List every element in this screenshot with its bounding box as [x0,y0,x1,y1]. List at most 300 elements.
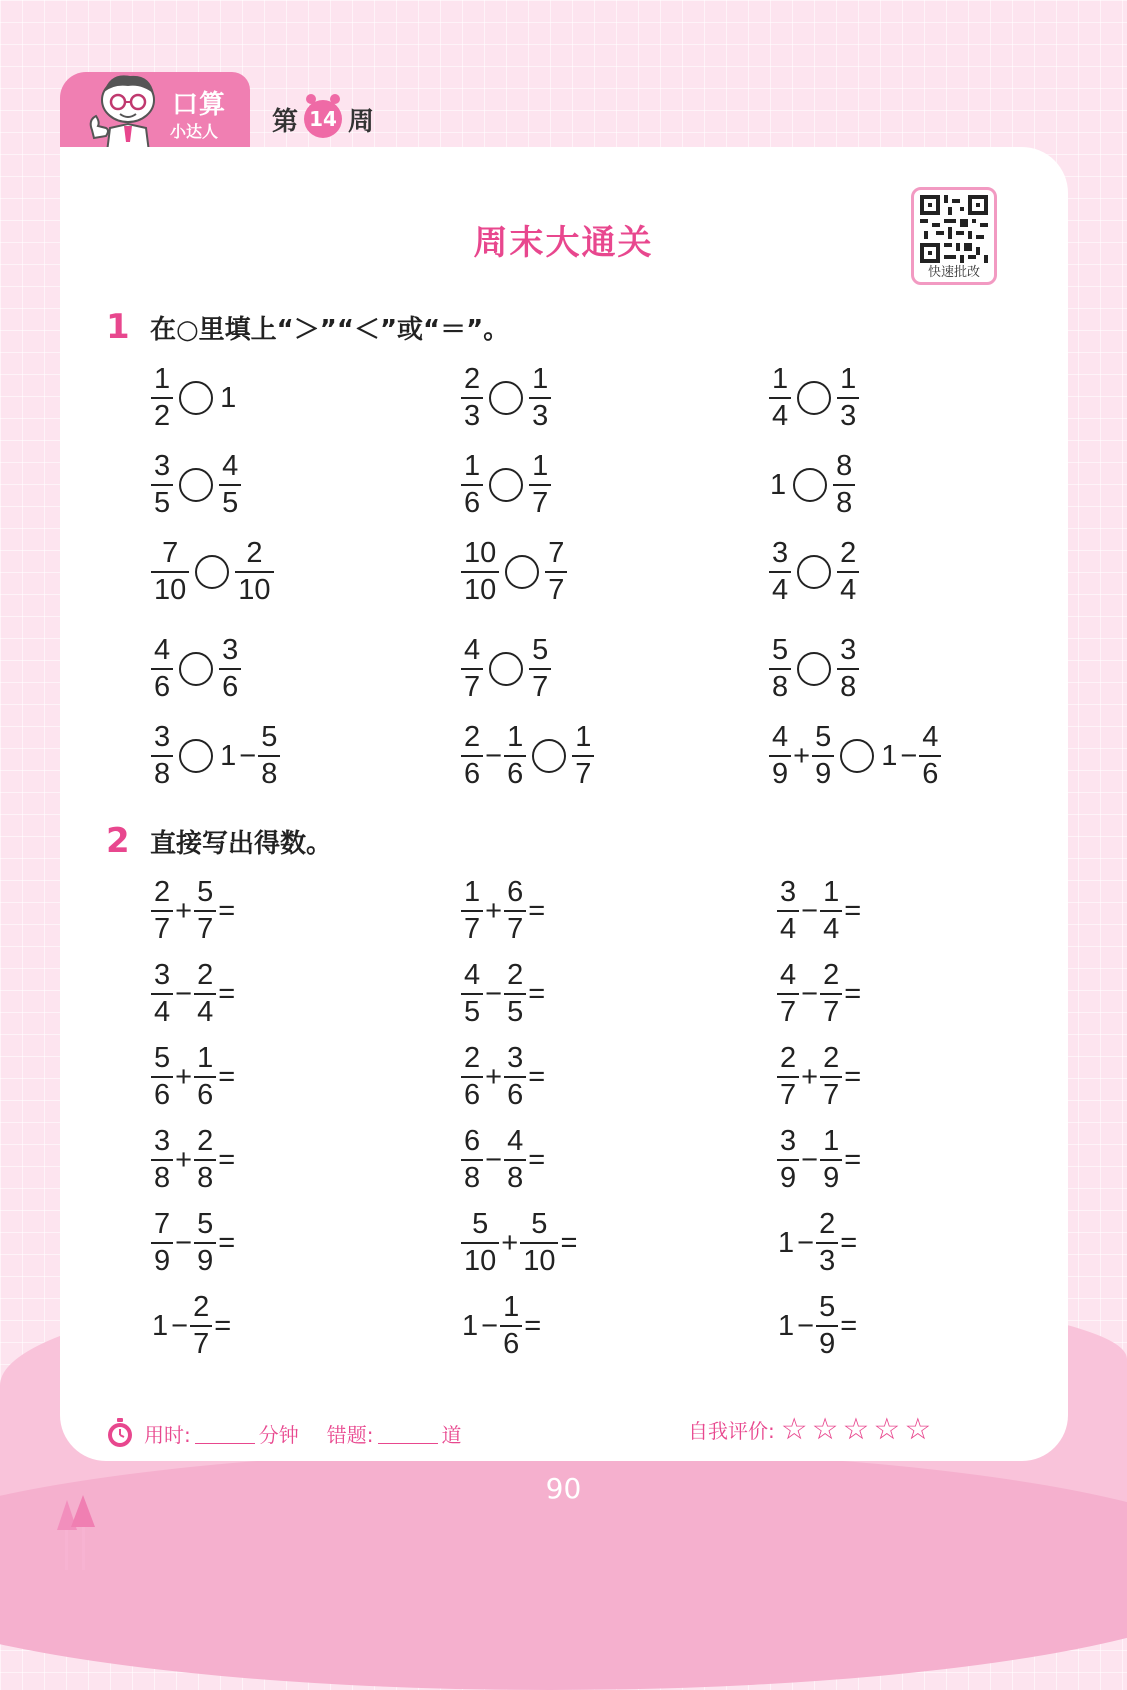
math-item [776,878,862,944]
numerator: 2 [840,537,857,569]
math-item [150,1293,232,1359]
tree-decoration-icon [55,1495,105,1570]
denominator: 3 [464,400,481,432]
fraction-bar [820,910,842,912]
operator: − [801,1143,819,1176]
fraction [461,365,483,431]
numerator: 10 [464,537,497,569]
fraction-bar [461,910,483,912]
numerator: 1 [575,721,592,753]
denominator: 7 [197,913,214,945]
math-item [150,961,236,1027]
numerator: 3 [154,721,171,753]
operator: = [218,1060,236,1093]
footer-time [106,1418,462,1448]
fraction-bar [837,668,859,670]
operator: − [175,1226,193,1259]
fraction [151,365,173,431]
math-item [460,452,552,518]
math-item [776,961,862,1027]
math-item [776,1210,858,1276]
denominator: 7 [154,913,171,945]
fraction [461,1127,483,1193]
numerator: 5 [154,1042,171,1074]
fraction [504,1127,526,1193]
section-instruction: 在○里填上“＞”“＜”或“＝”。 [150,314,510,345]
denominator: 4 [823,913,840,945]
numerator: 5 [532,634,549,666]
denominator: 8 [836,487,853,519]
answer-circle[interactable] [179,468,213,502]
answer-circle[interactable] [797,555,831,589]
fraction [572,723,594,789]
denominator: 10 [464,574,497,606]
integer: 1 [220,381,237,414]
numerator: 4 [507,1125,524,1157]
fraction-bar [151,484,173,486]
denominator: 6 [464,487,481,519]
numerator: 3 [780,876,797,908]
fraction-bar [219,484,241,486]
denominator: 7 [575,758,592,790]
section-1-header [106,307,509,347]
denominator: 6 [507,758,524,790]
numerator: 4 [922,721,939,753]
answer-circle[interactable] [179,652,213,686]
numerator: 1 [507,721,524,753]
denominator: 3 [532,400,549,432]
numerator: 2 [507,959,524,991]
fraction-bar [461,1076,483,1078]
fraction [461,539,499,605]
fraction [151,539,189,605]
answer-circle[interactable] [793,468,827,502]
operator: = [844,977,862,1010]
fraction-bar [545,571,567,573]
answer-circle[interactable] [489,381,523,415]
numerator: 3 [154,450,171,482]
numerator: 5 [772,634,789,666]
fraction [461,1044,483,1110]
fraction-bar [461,571,499,573]
fraction [777,1127,799,1193]
qr-label: 快速批改 [927,265,980,280]
operator: = [840,1309,858,1342]
answer-circle[interactable] [179,381,213,415]
math-item [150,878,236,944]
math-item [768,636,860,702]
fraction-bar [777,993,799,995]
numerator: 4 [464,634,481,666]
fraction [194,1127,216,1193]
denominator: 6 [922,758,939,790]
fraction [529,636,551,702]
numerator: 1 [197,1042,214,1074]
operator: − [801,977,819,1010]
fraction [461,878,483,944]
week-label [272,100,374,138]
fraction [504,878,526,944]
math-item [150,1127,236,1193]
denominator: 7 [823,996,840,1028]
operator: − [900,739,918,772]
fraction [258,723,280,789]
math-item [150,452,242,518]
fraction-bar [151,668,173,670]
integer: 1 [462,1309,479,1342]
numerator: 5 [815,721,832,753]
fraction-bar [461,755,483,757]
fraction-bar [461,484,483,486]
operator: = [218,1226,236,1259]
fraction [151,961,173,1027]
fraction [461,1210,499,1276]
fraction-bar [235,571,273,573]
numerator: 3 [840,634,857,666]
denominator: 10 [238,574,271,606]
denominator: 8 [772,671,789,703]
fraction [919,723,941,789]
numerator: 1 [464,876,481,908]
fraction-bar [769,571,791,573]
denominator: 8 [261,758,278,790]
fraction-bar [504,1076,526,1078]
tab-subtitle: 小达人 [170,122,219,141]
math-item [150,1044,236,1110]
denominator: 7 [464,671,481,703]
fraction-bar [769,755,791,757]
week-number: 14 [304,100,342,138]
numerator: 5 [197,876,214,908]
denominator: 6 [222,671,239,703]
numerator: 3 [222,634,239,666]
operator: − [485,1143,503,1176]
numerator: 2 [193,1291,210,1323]
operator: = [214,1309,232,1342]
fraction [461,961,483,1027]
fraction-bar [777,910,799,912]
numerator: 5 [531,1208,548,1240]
answer-circle[interactable] [840,739,874,773]
week-prefix: 第 [272,106,299,137]
fraction [194,1044,216,1110]
math-item [150,365,238,431]
operator: − [239,739,257,772]
denominator: 6 [464,1079,481,1111]
fraction [777,1044,799,1110]
numerator: 2 [823,1042,840,1074]
operator: − [801,894,819,927]
integer: 1 [220,739,237,772]
numerator: 1 [772,363,789,395]
fraction-bar [190,1325,212,1327]
fraction-bar [816,1242,838,1244]
errors-unit: 道 [441,1422,462,1447]
fraction-bar [820,1076,842,1078]
qr-code-icon [920,195,988,263]
denominator: 10 [523,1245,556,1277]
denominator: 4 [840,574,857,606]
answer-circle[interactable] [195,555,229,589]
math-item [768,723,942,789]
denominator: 9 [819,1328,836,1360]
fraction [529,365,551,431]
numerator: 1 [532,363,549,395]
numerator: 1 [503,1291,520,1323]
operator: + [175,1143,193,1176]
fraction-bar [820,993,842,995]
fraction [461,723,483,789]
answer-circle[interactable] [797,381,831,415]
numerator: 2 [819,1208,836,1240]
denominator: 7 [532,487,549,519]
numerator: 1 [532,450,549,482]
math-item [776,1044,862,1110]
numerator: 3 [154,1125,171,1157]
fraction-bar [769,668,791,670]
fraction [520,1210,558,1276]
numerator: 6 [507,876,524,908]
fraction-bar [461,993,483,995]
fraction [545,539,567,605]
denominator: 7 [532,671,549,703]
numerator: 2 [197,959,214,991]
numerator: 2 [464,1042,481,1074]
operator: = [840,1226,858,1259]
fraction [151,636,173,702]
fraction-bar [151,571,189,573]
fraction-bar [194,1159,216,1161]
fraction-bar [529,484,551,486]
math-item [150,1210,236,1276]
answer-circle[interactable] [797,652,831,686]
fraction-bar [151,1159,173,1161]
denominator: 9 [197,1245,214,1277]
numerator: 1 [823,876,840,908]
numerator: 3 [154,959,171,991]
operator: + [485,894,503,927]
math-item [460,1293,542,1359]
fraction [777,878,799,944]
operator: = [528,894,546,927]
fraction [820,1044,842,1110]
fraction-bar [151,397,173,399]
math-item [460,961,546,1027]
denominator: 7 [507,913,524,945]
fraction-bar [461,1242,499,1244]
math-item [150,539,275,605]
operator: + [501,1226,519,1259]
footer-self-eval [688,1412,935,1447]
fraction-bar [777,1076,799,1078]
math-item [150,723,281,789]
answer-circle[interactable] [505,555,539,589]
fraction-bar [529,668,551,670]
fraction [769,723,791,789]
fraction-bar [504,755,526,757]
denominator: 6 [503,1328,520,1360]
operator: + [793,739,811,772]
time-blank[interactable] [195,1423,255,1444]
answer-circle[interactable] [489,652,523,686]
numerator: 7 [162,537,179,569]
math-item [768,365,860,431]
fraction-bar [151,1242,173,1244]
operator: = [528,1060,546,1093]
fraction-bar [151,1076,173,1078]
fraction [816,1210,838,1276]
fraction [769,636,791,702]
math-item [776,1127,862,1193]
fraction-bar [461,1159,483,1161]
denominator: 4 [780,913,797,945]
fraction-bar [919,755,941,757]
fraction-bar [194,1076,216,1078]
operator: = [528,1143,546,1176]
denominator: 4 [772,400,789,432]
numerator: 3 [780,1125,797,1157]
denominator: 9 [823,1162,840,1194]
numerator: 8 [836,450,853,482]
fraction [820,1127,842,1193]
operator: = [218,977,236,1010]
denominator: 4 [197,996,214,1028]
integer: 1 [881,739,898,772]
numerator: 7 [154,1208,171,1240]
fraction-bar [833,484,855,486]
math-item [460,723,595,789]
fraction-bar [194,910,216,912]
fraction-bar [500,1325,522,1327]
denominator: 7 [780,996,797,1028]
fraction [461,636,483,702]
denominator: 3 [840,400,857,432]
page-title: 周末大通关 [473,223,654,263]
answer-circle[interactable] [532,739,566,773]
numerator: 1 [464,450,481,482]
fraction-bar [837,397,859,399]
denominator: 7 [823,1079,840,1111]
numerator: 4 [780,959,797,991]
denominator: 6 [197,1079,214,1111]
denominator: 9 [772,758,789,790]
denominator: 3 [819,1245,836,1277]
denominator: 9 [154,1245,171,1277]
fraction [235,539,273,605]
numerator: 2 [246,537,263,569]
fraction-bar [461,397,483,399]
qr-code[interactable] [911,187,997,285]
fraction [504,961,526,1027]
fraction [151,1044,173,1110]
denominator: 5 [154,487,171,519]
fraction [504,1044,526,1110]
denominator: 2 [154,400,171,432]
fraction-bar [194,993,216,995]
numerator: 5 [261,721,278,753]
fraction-bar [572,755,594,757]
fraction-bar [219,668,241,670]
operator: − [171,1309,189,1342]
section-instruction: 直接写出得数。 [150,828,333,859]
operator: − [485,977,503,1010]
numerator: 1 [840,363,857,395]
numerator: 2 [464,363,481,395]
fraction-bar [194,1242,216,1244]
fraction [812,723,834,789]
fraction [151,878,173,944]
operator: = [218,1143,236,1176]
operator: − [481,1309,499,1342]
numerator: 2 [780,1042,797,1074]
fraction [837,636,859,702]
section-number: 2 [106,821,130,861]
numerator: 3 [772,537,789,569]
denominator: 8 [197,1162,214,1194]
denominator: 5 [507,996,524,1028]
denominator: 6 [154,671,171,703]
math-item [460,1210,578,1276]
operator: = [528,977,546,1010]
fraction [194,1210,216,1276]
math-item [460,1127,546,1193]
week-suffix: 周 [348,106,375,137]
answer-circle[interactable] [179,739,213,773]
operator: = [844,1143,862,1176]
rating-stars[interactable]: ☆☆☆☆☆ [780,1412,936,1447]
answer-circle[interactable] [489,468,523,502]
operator: + [175,894,193,927]
numerator: 3 [507,1042,524,1074]
fraction [504,723,526,789]
denominator: 9 [815,758,832,790]
fraction-bar [529,397,551,399]
math-item [460,365,552,431]
page-number: 90 [545,1472,582,1505]
numerator: 1 [154,363,171,395]
numerator: 7 [548,537,565,569]
fraction-bar [769,397,791,399]
errors-blank[interactable] [378,1423,438,1444]
numerator: 4 [222,450,239,482]
fraction [837,365,859,431]
operator: = [844,1060,862,1093]
fraction [769,365,791,431]
time-unit: 分钟 [258,1422,299,1447]
fraction-bar [504,910,526,912]
denominator: 9 [780,1162,797,1194]
fraction [769,539,791,605]
denominator: 7 [780,1079,797,1111]
numerator: 5 [819,1291,836,1323]
time-label: 用时: [144,1422,191,1447]
denominator: 7 [548,574,565,606]
fraction [837,539,859,605]
denominator: 7 [193,1328,210,1360]
integer: 1 [770,468,787,501]
fraction-bar [504,993,526,995]
fraction [219,636,241,702]
tab-title: 口算 [172,90,227,120]
operator: − [797,1226,815,1259]
denominator: 8 [154,758,171,790]
denominator: 10 [464,1245,497,1277]
fraction-bar [837,571,859,573]
numerator: 4 [772,721,789,753]
operator: = [560,1226,578,1259]
fraction [820,961,842,1027]
fraction [461,452,483,518]
